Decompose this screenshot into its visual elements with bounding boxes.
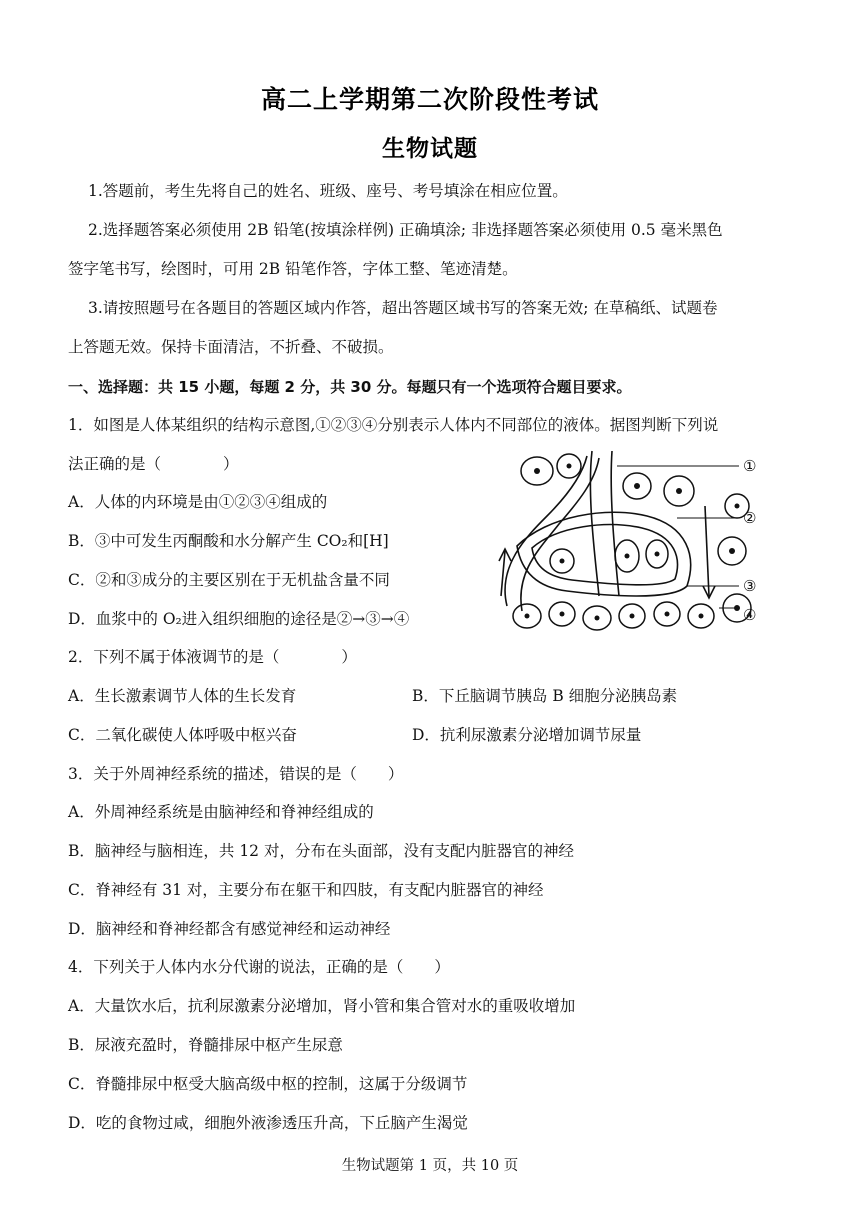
vessel-vertical-right bbox=[611, 451, 619, 596]
q4-stem: 4．下列关于人体内水分代谢的说法，正确的是（ ） bbox=[68, 958, 450, 976]
q1-stem-line2: 法正确的是（ ） bbox=[68, 455, 239, 473]
cell-nucleus bbox=[567, 464, 572, 469]
cell-nucleus bbox=[630, 614, 635, 619]
cell-nucleus bbox=[525, 614, 530, 619]
q3-option-c: C．脊神经有 31 对，主要分布在躯干和四肢，有支配内脏器官的神经 bbox=[68, 881, 544, 899]
cell-nucleus bbox=[560, 559, 565, 564]
cell-nucleus bbox=[595, 616, 600, 621]
cell-nucleus bbox=[625, 554, 630, 559]
q2-option-d: D．抗利尿激素分泌增加调节尿量 bbox=[412, 726, 642, 744]
q3-option-a: A．外周神经系统是由脑神经和脊神经组成的 bbox=[68, 803, 374, 821]
flow-arrow-line bbox=[705, 506, 709, 596]
q4-option-b: B．尿液充盈时，脊髓排尿中枢产生尿意 bbox=[68, 1036, 343, 1054]
instruction-1: 1.答题前，考生先将自己的姓名、班级、座号、考号填涂在相应位置。 bbox=[88, 182, 568, 200]
q2-option-b: B．下丘脑调节胰岛 B 细胞分泌胰岛素 bbox=[412, 687, 678, 705]
q1-option-b: B．③中可发生丙酮酸和水分解产生 CO₂和[H] bbox=[68, 532, 389, 550]
figure-label-3: ③ bbox=[743, 577, 757, 595]
cell-nucleus bbox=[729, 548, 735, 554]
q1-option-c: C．②和③成分的主要区别在于无机盐含量不同 bbox=[68, 571, 390, 589]
exam-subtitle: 生物试题 bbox=[382, 136, 478, 162]
instruction-2-cont: 签字笔书写，绘图时，可用 2B 铅笔作答，字体工整、笔迹清楚。 bbox=[68, 260, 518, 278]
q4-option-a: A．大量饮水后，抗利尿激素分泌增加，肾小管和集合管对水的重吸收增加 bbox=[68, 997, 576, 1015]
figure-label-1: ① bbox=[743, 457, 757, 475]
page-footer: 生物试题第 1 页，共 10 页 bbox=[341, 1158, 519, 1174]
tissue-structure-diagram bbox=[487, 446, 787, 636]
cell-nucleus bbox=[735, 504, 740, 509]
lymph-vessel-wall bbox=[505, 456, 587, 606]
q2-option-a: A．生长激素调节人体的生长发育 bbox=[68, 687, 297, 705]
figure-label-4: ④ bbox=[743, 606, 757, 624]
q3-option-b: B．脑神经与脑相连，共 12 对，分布在头面部，没有支配内脏器官的神经 bbox=[68, 842, 574, 860]
cell-nucleus bbox=[699, 614, 704, 619]
q3-option-d: D．脑神经和脊神经都含有感觉神经和运动神经 bbox=[68, 920, 391, 938]
instruction-3: 3.请按照题号在各题目的答题区域内作答，超出答题区域书写的答案无效; 在草稿纸、试题卷 bbox=[88, 299, 718, 317]
q4-option-c: C．脊髓排尿中枢受大脑高级中枢的控制，这属于分级调节 bbox=[68, 1075, 468, 1093]
q2-stem: 2．下列不属于体液调节的是（ ） bbox=[68, 648, 357, 666]
q3-stem: 3．关于外周神经系统的描述，错误的是（ ） bbox=[68, 765, 404, 783]
exam-title: 高二上学期第二次阶段性考试 bbox=[260, 85, 599, 114]
q1-option-a: A．人体的内环境是由①②③④组成的 bbox=[68, 493, 328, 511]
cell-nucleus bbox=[534, 468, 540, 474]
cell-nucleus bbox=[655, 552, 660, 557]
q1-option-d: D．血浆中的 O₂进入组织细胞的途径是②→③→④ bbox=[68, 610, 410, 628]
cell-nucleus bbox=[676, 488, 682, 494]
instruction-3-cont: 上答题无效。保持卡面清洁，不折叠、不破损。 bbox=[68, 338, 394, 356]
q2-option-c: C．二氧化碳使人体呼吸中枢兴奋 bbox=[68, 726, 297, 744]
section-heading: 一、选择题：共 15 小题，每题 2 分，共 30 分。每题只有一个选项符合题目要求。 bbox=[68, 378, 632, 396]
cell-nucleus bbox=[665, 612, 670, 617]
cell-nucleus bbox=[560, 612, 565, 617]
q1-stem-line1: 1．如图是人体某组织的结构示意图,①②③④分别表示人体内不同部位的液体。据图判断下列说 bbox=[68, 416, 719, 434]
q4-option-d: D．吃的食物过咸，细胞外液渗透压升高，下丘脑产生渴觉 bbox=[68, 1114, 468, 1132]
instruction-2: 2.选择题答案必须使用 2B 铅笔(按填涂样例) 正确填涂; 非选择题答案必须使用 0.5 毫米黑色 bbox=[88, 221, 723, 239]
figure-label-2: ② bbox=[743, 509, 757, 527]
cell-nucleus bbox=[634, 483, 640, 489]
